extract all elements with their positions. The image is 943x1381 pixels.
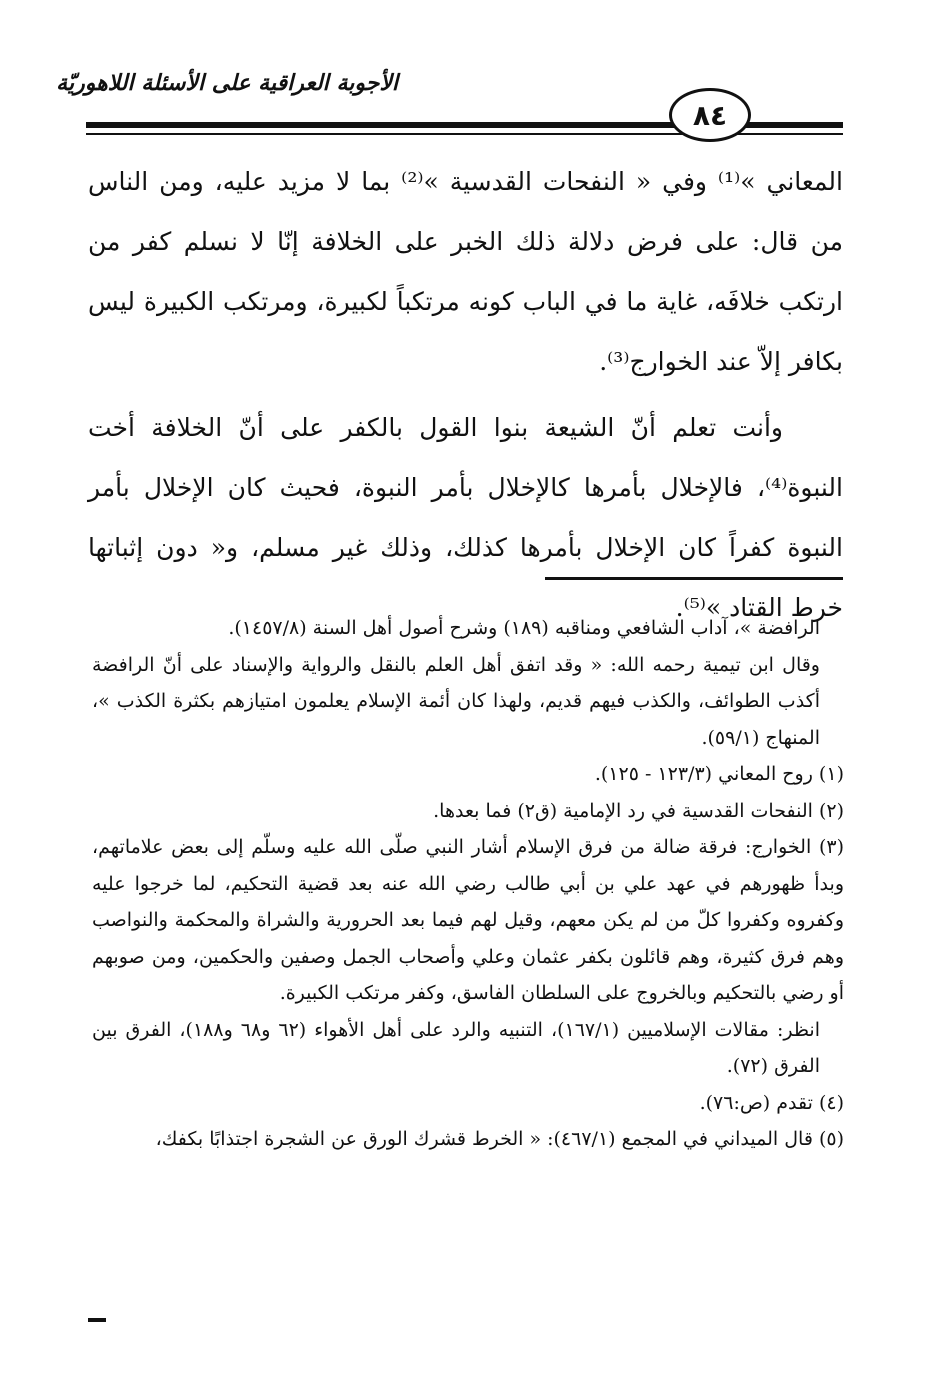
footnote-3-references: انظر: مقالات الإسلاميين (١٦٧/١)، التنبيه والرد على أهل الأهواء (٦٢ و٦٨ و١٨٨)، الفرق بين الفرق (٧٢). xyxy=(92,1018,820,1077)
footnote-2: (٢) النفحات القدسية في رد الإمامية (ق٢) فما بعدها. xyxy=(433,799,844,822)
main-text xyxy=(88,152,843,638)
footnote-continuation: وقال ابن تيمية رحمه الله: « وقد اتفق أهل العلم بالنقل والرواية والإسناد على أنّ الرافضة أكذب الطوائف، والكذب فيهم قديم، ولهذا كان أئمة الإسلام يعلمون امتيازهم بكثرة الكذب »، المنهاج (٥٩/١). xyxy=(92,653,820,749)
main-paragraph-2: وأنت تعلم أنّ الشيعة بنوا القول بالكفر على أنّ الخلافة أخت النبوة⁽⁴⁾، فالإخلال بأمرها كالإخلال بأمر النبوة، فحيث كان الإخلال بأمر النبوة كفراً كان الإخلال بأمرها كذلك، وذلك غير مسلم، و« دون إثباتها خرط القتاد »⁽⁵⁾. xyxy=(88,413,843,622)
footnote-1: (١) روح المعاني (١٢٣/٣ - ١٢٥). xyxy=(594,763,844,785)
footnote-3: (٣) الخوارج: فرقة ضالة من فرق الإسلام أشار النبي صلّى الله عليه وسلّم إلى بعض علاماتهم، وبدأ ظهورهم في عهد علي بن أبي طالب رضي الله عنه بعد قضية التحكيم، لما خرجوا عليه وكفروه وكفروا كلّ من لم يكن معهم، وقيل لهم فيما بعد الحرورية والشراة والمحكمة والنواصب وهم فرق كثيرة، وهم قائلون بكفر عثمان وعلي وأصحاب الجمل وصفين والحكمين، ومن صوبهم أو رضي بالتحكيم وبالخروج على السلطان الفاسق، وكفر مرتكب الكبيرة. xyxy=(92,836,844,1004)
main-paragraph-1: المعاني »⁽¹⁾ وفي « النفحات القدسية »⁽²⁾ بما لا مزيد عليه، ومن الناس من قال: على فرض دلالة ذلك الخبر على الخلافة إنّا لا نسلم كفر من ارتكب خلافَه، غاية ما في الباب كونه مرتكباً لكبيرة، ومرتكب الكبيرة ليس بكافر إلاّ عند الخوارج⁽³⁾. xyxy=(88,167,843,376)
running-title: الأجوبة العراقية على الأسئلة اللاهوريّة xyxy=(56,70,398,96)
footnote-4: (٤) تقدم (ص:٧٦). xyxy=(699,1091,844,1114)
footnote-separator xyxy=(545,577,843,580)
printer-mark xyxy=(88,1318,106,1322)
footnote-5: (٥) قال الميداني في المجمع (٤٦٧/١): « الخرط قشرك الورق عن الشجرة اجتذابًا بكفك، xyxy=(155,1128,844,1150)
footnotes xyxy=(92,610,844,1158)
page-number: ٨٤ xyxy=(669,88,751,142)
footnote-continuation: الرافضة »، آداب الشافعي ومناقبه (١٨٩) وشرح أصول أهل السنة (١٤٥٧/٨). xyxy=(228,617,820,639)
